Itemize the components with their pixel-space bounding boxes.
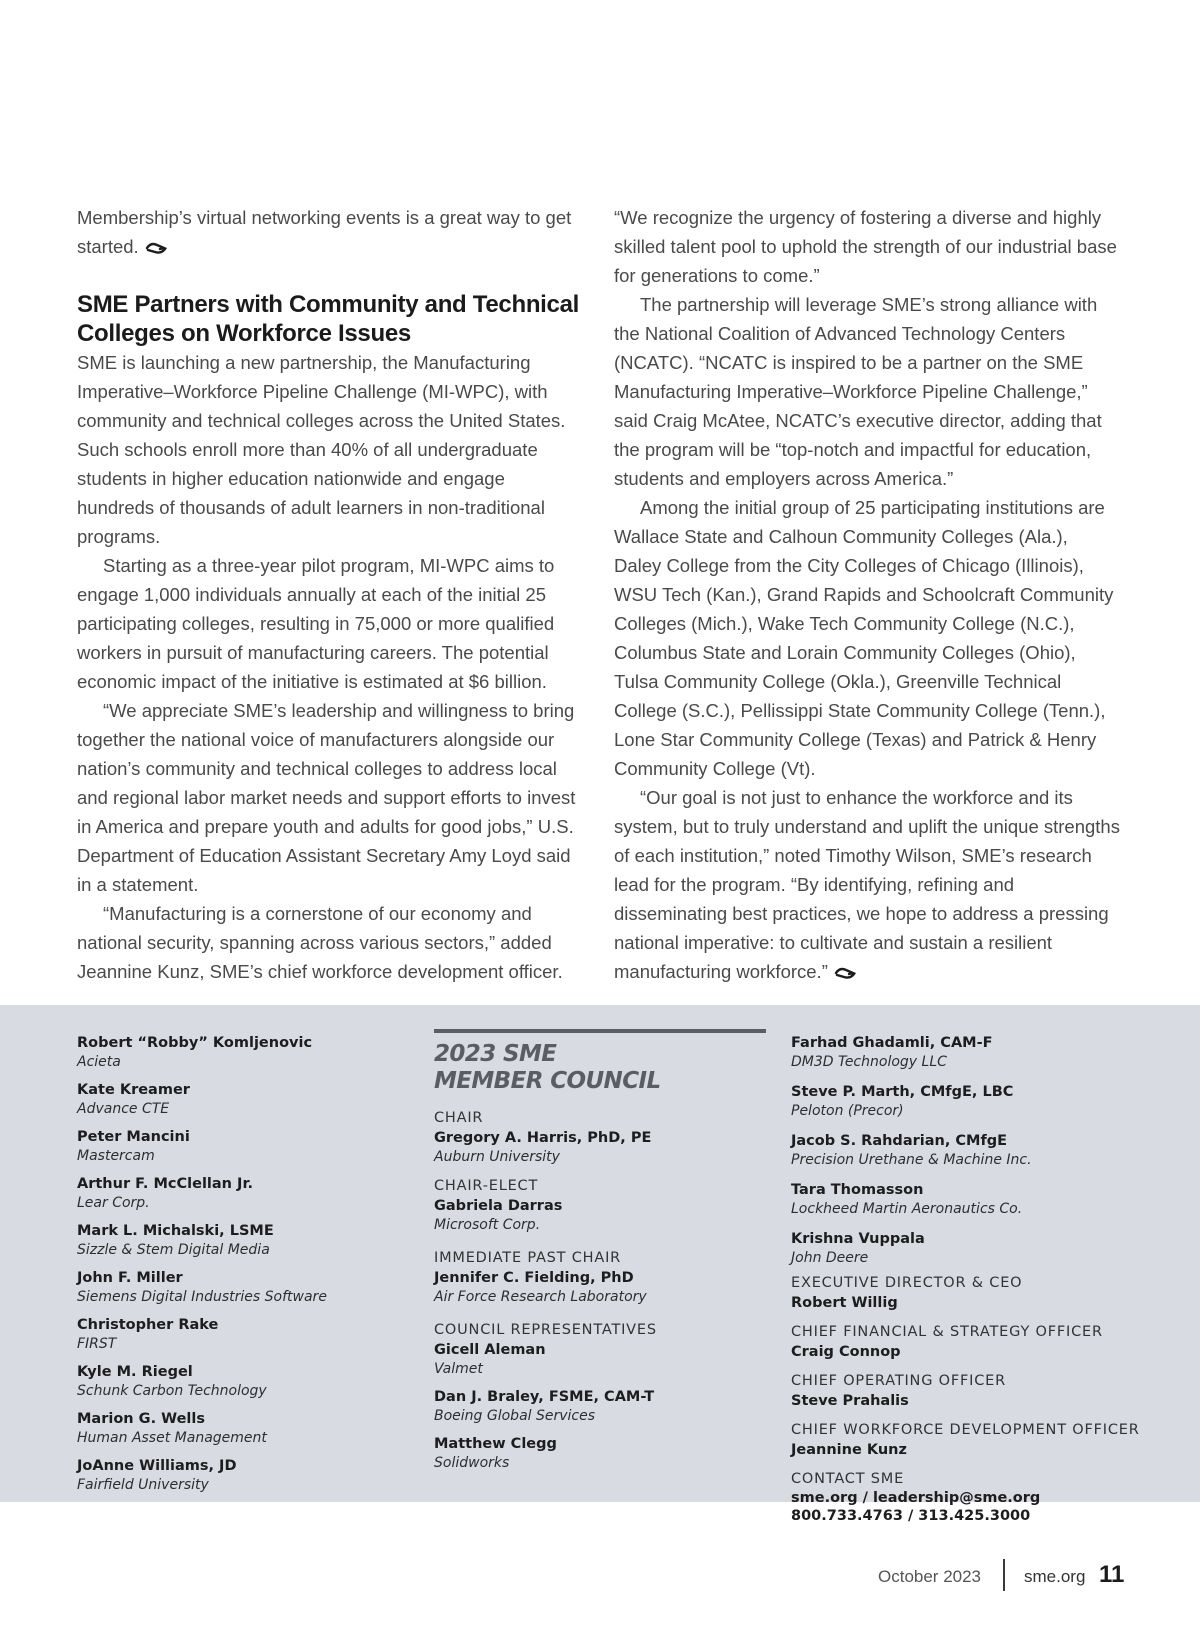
member-org: Fairfield University — [77, 1477, 209, 1493]
sme-endmark-icon — [834, 967, 856, 979]
paragraph: “Manufacturing is a cornerstone of our economy and national security, spanning across various sectors,” added Jeannine Kunz, SME’s chief workforce development officer. — [77, 903, 563, 982]
council-member — [77, 1033, 407, 1072]
member-name: Marion G. Wells — [77, 1411, 206, 1427]
closing-paragraph: “Our goal is not just to enhance the workforce and its system, but to truly understand and uplift the unique strengths of each institution,” noted Timothy Wilson, SME’s research lead for the program. “By identifying, refining and disseminating best practices, we hope to address a pressing national imperative: to cultivate and sustain a resilient manufacturing workforce.” — [614, 787, 1120, 982]
article-heading: SME Partners with Community and Technical Colleges on Workforce Issues — [77, 291, 580, 347]
paragraph: “We recognize the urgency of fostering a diverse and highly skilled talent pool to uphold the strength of our industrial base for generations to come.” — [614, 207, 1117, 286]
member-org: Microsoft Corp. — [434, 1217, 541, 1233]
member-name: JoAnne Williams, JD — [77, 1458, 237, 1474]
officer-name: Jeannine Kunz — [791, 1442, 907, 1458]
intro-paragraph: Membership’s virtual networking events is a great way to get started. — [77, 207, 572, 257]
council-member — [434, 1434, 764, 1473]
council-member — [791, 1033, 1171, 1072]
role-label: CHAIR-ELECT — [434, 1178, 539, 1194]
issue-date: October 2023 — [878, 1567, 982, 1586]
role-label: IMMEDIATE PAST CHAIR — [434, 1250, 622, 1266]
member-org: Air Force Research Laboratory — [434, 1289, 647, 1305]
council-member — [791, 1082, 1171, 1121]
council-member — [77, 1127, 407, 1166]
member-name: Peter Mancini — [77, 1129, 190, 1145]
member-name: Gregory A. Harris, PhD, PE — [434, 1130, 652, 1146]
council-member — [77, 1362, 407, 1401]
chair-elect-block — [434, 1177, 764, 1235]
officer-block — [791, 1372, 1171, 1411]
role-label: COUNCIL REPRESENTATIVES — [434, 1322, 657, 1338]
council-member — [77, 1221, 407, 1260]
council-title-line2: MEMBER COUNCIL — [434, 1068, 661, 1094]
council-member — [77, 1174, 407, 1213]
paragraph: The partnership will leverage SME’s strong alliance with the National Coalition of Advanced Technology Centers (NCATC). “NCATC is inspired to be a partner on the SME Manufacturing Imperative–Workforce Pipeline Challenge,” said Craig McAtee, NCATC’s executive director, adding that the program will be “top-notch and impactful for education, students and employers across America.” — [614, 294, 1102, 489]
footer-site-link[interactable]: sme.org — [1024, 1567, 1086, 1586]
paragraph: Starting as a three-year pilot program, MI-WPC aims to engage 1,000 individuals annually at each of the initial 25 participating colleges, resulting in 75,000 or more qualified workers in pursuit of manufacturing careers. The potential economic impact of the initiative is estimated at $6 billion. — [77, 555, 555, 692]
member-org: FIRST — [77, 1336, 117, 1352]
role-label: CONTACT SME — [791, 1471, 905, 1487]
sme-endmark-icon — [145, 242, 167, 254]
member-name: Arthur F. McClellan Jr. — [77, 1176, 254, 1192]
member-name: Farhad Ghadamli, CAM-F — [791, 1035, 993, 1051]
article-left-column — [77, 203, 583, 986]
member-org: Acieta — [77, 1054, 121, 1070]
member-name: Gicell Aleman — [434, 1342, 546, 1358]
council-member — [791, 1229, 1171, 1268]
member-org: Auburn University — [434, 1149, 560, 1165]
member-org: Lockheed Martin Aeronautics Co. — [791, 1201, 1023, 1217]
member-name: Jennifer C. Fielding, PhD — [434, 1270, 634, 1286]
role-label: EXECUTIVE DIRECTOR & CEO — [791, 1275, 1023, 1291]
contact-phone[interactable]: 800.733.4763 / 313.425.3000 — [791, 1508, 1031, 1524]
page-footer — [0, 1559, 1200, 1599]
member-name: Tara Thomasson — [791, 1182, 924, 1198]
member-name: Matthew Clegg — [434, 1436, 557, 1452]
member-org: Boeing Global Services — [434, 1408, 596, 1424]
article-right-column — [614, 203, 1120, 986]
role-label: CHIEF FINANCIAL & STRATEGY OFFICER — [791, 1324, 1103, 1340]
member-name: Krishna Vuppala — [791, 1231, 925, 1247]
council-title-line1: 2023 SME — [434, 1041, 557, 1067]
member-org: Mastercam — [77, 1148, 155, 1164]
contact-web-email[interactable]: sme.org / leadership@sme.org — [791, 1490, 1041, 1506]
council-title — [434, 1041, 764, 1095]
member-org: Lear Corp. — [77, 1195, 150, 1211]
officer-block — [791, 1421, 1171, 1460]
member-name: Steve P. Marth, CMfgE, LBC — [791, 1084, 1014, 1100]
member-name: Gabriela Darras — [434, 1198, 563, 1214]
officer-block — [791, 1323, 1171, 1362]
footer-divider — [1003, 1559, 1005, 1591]
member-name: Jacob S. Rahdarian, CMfgE — [791, 1133, 1008, 1149]
officer-name: Craig Connop — [791, 1344, 901, 1360]
member-name: Christopher Rake — [77, 1317, 219, 1333]
member-name: Mark L. Michalski, LSME — [77, 1223, 274, 1239]
council-member — [77, 1409, 407, 1448]
page-number: 11 — [1099, 1561, 1125, 1588]
officer-name: Robert Willig — [791, 1295, 898, 1311]
past-chair-block — [434, 1249, 764, 1307]
member-org: Advance CTE — [77, 1101, 170, 1117]
member-org: Sizzle & Stem Digital Media — [77, 1242, 270, 1258]
council-member — [77, 1456, 407, 1495]
council-member — [791, 1180, 1171, 1219]
member-org: Peloton (Precor) — [791, 1103, 904, 1119]
member-name: Kate Kreamer — [77, 1082, 190, 1098]
member-name: John F. Miller — [77, 1270, 183, 1286]
paragraph: SME is launching a new partnership, the Manufacturing Imperative–Workforce Pipeline Challenge (MI-WPC), with community and technical colleges across the United States. Such schools enroll more than 40% of all undergraduate students in higher education nationwide and engage hundreds of thousands of adult learners in non-traditional programs. — [77, 352, 566, 547]
member-org: Schunk Carbon Technology — [77, 1383, 267, 1399]
role-label: CHIEF OPERATING OFFICER — [791, 1373, 1006, 1389]
member-name: Robert “Robby” Komljenovic — [77, 1035, 313, 1051]
role-label: CHAIR — [434, 1110, 484, 1126]
paragraph: “We appreciate SME’s leadership and willingness to bring together the national voice of manufacturers alongside our nation’s community and technical colleges to address local and regional labor market needs and support efforts to invest in America and prepare youth and adults for good jobs,” U.S. Department of Education Assistant Secretary Amy Loyd said in a statement. — [77, 700, 576, 895]
council-member — [434, 1340, 764, 1379]
council-member — [77, 1268, 407, 1307]
role-label: CHIEF WORKFORCE DEVELOPMENT OFFICER — [791, 1422, 1140, 1438]
chair-block — [434, 1109, 764, 1167]
member-council-panel — [0, 1005, 1200, 1524]
council-member — [434, 1387, 764, 1426]
member-org: Siemens Digital Industries Software — [77, 1289, 327, 1305]
officer-block — [791, 1274, 1171, 1313]
council-leadership — [434, 1033, 764, 1481]
member-org: Solidworks — [434, 1455, 510, 1471]
council-member — [791, 1131, 1171, 1170]
member-org: Valmet — [434, 1361, 483, 1377]
officer-name: Steve Prahalis — [791, 1393, 909, 1409]
member-org: John Deere — [791, 1250, 869, 1266]
member-name: Kyle M. Riegel — [77, 1364, 193, 1380]
member-org: Human Asset Management — [77, 1430, 267, 1446]
paragraph: Among the initial group of 25 participating institutions are Wallace State and Calhoun Community Colleges (Ala.), Daley College from the City Colleges of Chicago (Illinois), WSU Tech (Kan.), Grand Rapids and Schoolcraft Community Colleges (Mich.), Wake Tech Community College (N.C.), Columbus State and Lorain Community Colleges (Ohio), Tulsa Community College (Okla.), Greenville Technical College (S.C.), Pellissippi State Community College (Tenn.), Lone Star Community College (Texas) and Patrick & Henry Community College (Vt). — [614, 497, 1114, 779]
council-members-right — [791, 1033, 1171, 1531]
council-member — [77, 1315, 407, 1354]
council-member — [77, 1080, 407, 1119]
member-org: Precision Urethane & Machine Inc. — [791, 1152, 1032, 1168]
member-org: DM3D Technology LLC — [791, 1054, 947, 1070]
member-name: Dan J. Braley, FSME, CAM-T — [434, 1389, 655, 1405]
representatives-block — [434, 1321, 764, 1473]
title-rule — [434, 1029, 766, 1033]
contact-block — [791, 1470, 1171, 1525]
council-members-left — [77, 1033, 407, 1503]
